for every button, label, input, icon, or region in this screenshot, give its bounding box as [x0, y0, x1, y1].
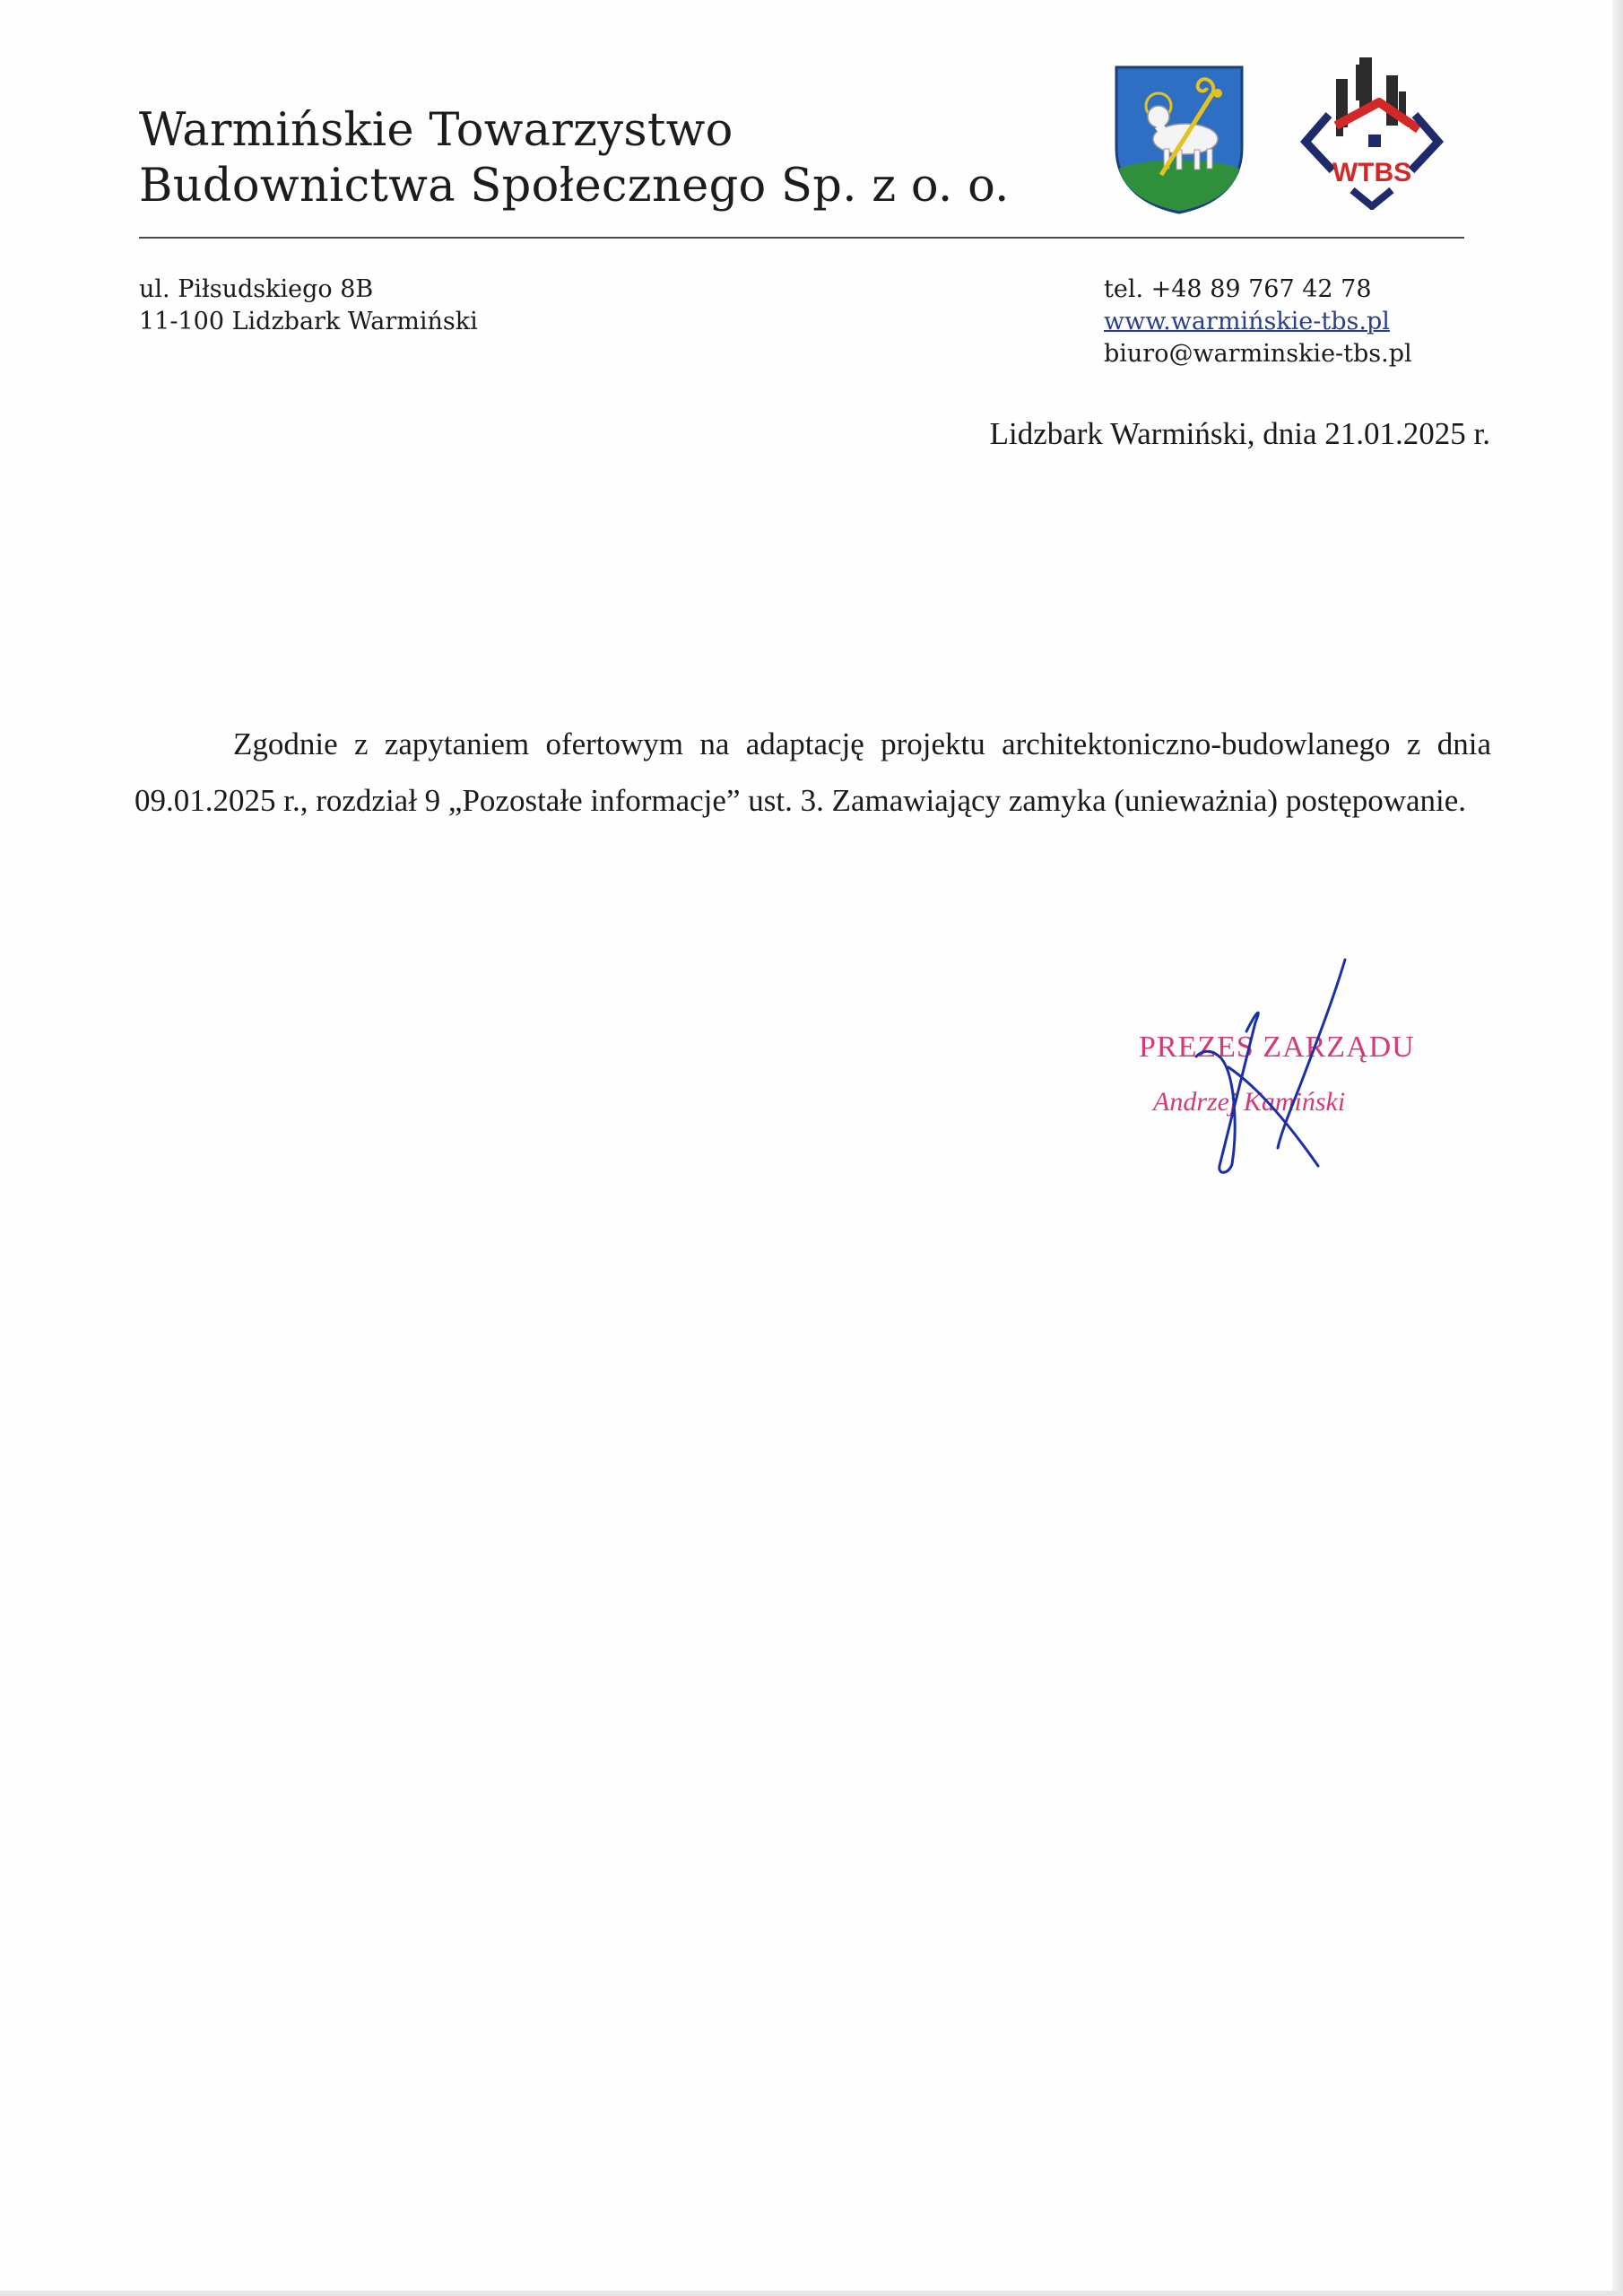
handwritten-signature — [1196, 960, 1345, 1172]
address-city: 11-100 Lidzbark Warmiński — [139, 308, 478, 335]
contact-email: biuro@warminskie-tbs.pl — [1104, 340, 1412, 368]
stamp-name: Andrzej Kamiński — [1153, 1087, 1346, 1117]
coat-of-arms-lamb-icon — [1112, 63, 1246, 215]
address-street: ul. Piłsudskiego 8B — [139, 275, 374, 303]
company-name-line-2: Budownictwa Społecznego Sp. z o. o. — [139, 160, 1010, 213]
company-name-line-1: Warmińskie Towarzystwo — [139, 104, 733, 157]
wtbs-house-logo-icon — [1300, 56, 1444, 210]
company-name — [139, 103, 1010, 214]
contact-phone: tel. +48 89 767 42 78 — [1104, 275, 1372, 303]
wtbs-logo-text: WTBS — [1332, 158, 1412, 187]
scan-edge-right — [1612, 0, 1623, 2296]
address-block — [139, 274, 478, 338]
contact-block — [1104, 274, 1412, 370]
letter-date: Lidzbark Warmiński, dnia 21.01.2025 r. — [989, 416, 1490, 451]
header-divider — [139, 237, 1464, 239]
signature-stamp — [1121, 951, 1444, 1202]
contact-website-link[interactable]: www.warmińskie-tbs.pl — [1104, 308, 1390, 335]
scan-edge-bottom — [0, 2291, 1623, 2296]
stamp-title: PREZES ZARZĄDU — [1139, 1031, 1415, 1064]
letter-body-paragraph: Zgodnie z zapytaniem ofertowym na adaptację projektu architektoniczno-budowlanego z dnia 09.01.2025 r., rozdział 9 „Pozostałe informacje” ust. 3. Zamawiający zamyka (unieważnia) postępowanie. — [135, 726, 1491, 818]
